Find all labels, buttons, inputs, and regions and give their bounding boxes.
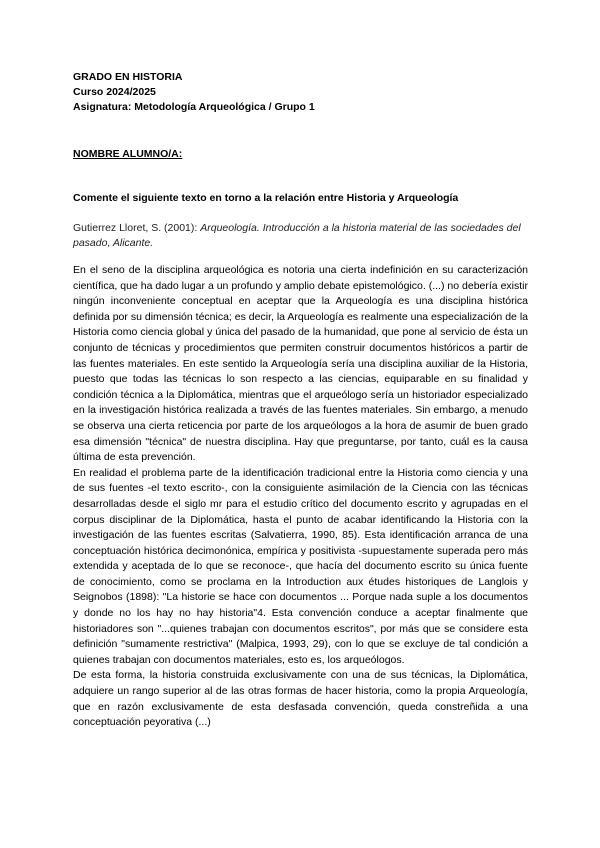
degree-heading: GRADO EN HISTORIA xyxy=(73,71,183,83)
paragraph: De esta forma, la historia construida exclusivamente con una de sus técnicas, la Diplomática, adquiere un rango superior al de las otras formas de hacer historia, como la propia Arqueología, que en razón exclusivamente de esta desfasada convención, queda constreñida a una conceptuación peyorativa (...) xyxy=(73,669,528,729)
paragraph: En realidad el problema parte de la identificación tradicional entre la Historia como ciencia y una de sus fuentes -el texto escrito-, con la consiguiente asimilación de la Ciencia con las técnicas desarrolladas desde el siglo mr para el estudio crítico del documento escrito y agrupadas en el corpus disciplinar de la Diplomática, hasta el punto de acabar identificando la Historia con la investigación de las fuentes escritas (Salvatierra, 1990, 85). Esta identificación arranca de una conceptuación histórica decimonónica, empírica y positivista -supuestamente superada pero más extendida y aceptada de lo que se reconoce-, que hacía del documento escrito su única fuente de conocimiento, como se proclama en la Introduction aux études historiques de Langlois y Seignobos (1898): "La historie se hace con documentos ... Porque nada suple a los documentos y donde no los hay no hay historia"4. Esta convención conduce a aceptar finalmente que historiadores son "...quienes trabajan con documentos escritos", por más que se considere esta definición "sumamente restrictiva" (Malpica, 1993, 29), con lo que se excluye de tal condición a quienes trabajan con documentos materiales, esto es, los arqueólogos. xyxy=(73,466,528,666)
document-page xyxy=(73,70,528,729)
subject-heading: Asignatura: Metodología Arqueológica / Grupo 1 xyxy=(73,101,315,113)
student-name-label: NOMBRE ALUMNO/A: xyxy=(73,148,183,160)
course-heading: Curso 2024/2025 xyxy=(73,86,156,98)
paragraph: En el seno de la disciplina arqueológica es notoria una cierta indefinición en su caracterización científica, que ha dado lugar a un profundo y amplio debate epistemológico. (...) no debería existir ningún inconveniente conceptual en aceptar que la Arqueología es una disciplina histórica definida por su dimensión técnica; es decir, la Arqueología es realmente una especialización de la Historia como ciencia global y única del pasado de la humanidad, que pone al servicio de ésta un conjunto de técnicas y procedimientos que permiten construir documentos históricos a partir de las fuentes materiales. En este sentido la Arqueología sería una disciplina auxiliar de la Historia, puesto que todas las técnicas lo son respecto a las ciencias, equiparable en su finalidad y condición técnica a la Diplomática, mientras que el arqueólogo sería un historiador especializado en la investigación histórica realizada a través de las fuentes materiales. Sin embargo, a menudo se observa una cierta reticencia por parte de los arqueólogos a la hora de asumir de buen grado esa dimensión "técnica" de nuestra disciplina. Hay que preguntarse, por tanto, cuál es la causa última de esta prevención. xyxy=(73,264,528,464)
citation xyxy=(73,221,528,250)
citation-author: Gutierrez Lloret, S. (2001): xyxy=(73,222,201,234)
citation-title: Arqueología. Introducción a la historia material de las sociedades del pasado, Alicante. xyxy=(73,222,521,249)
assignment-prompt: Comente el siguiente texto en torno a la relación entre Historia y Arqueología xyxy=(73,192,459,204)
quoted-text xyxy=(73,263,528,731)
